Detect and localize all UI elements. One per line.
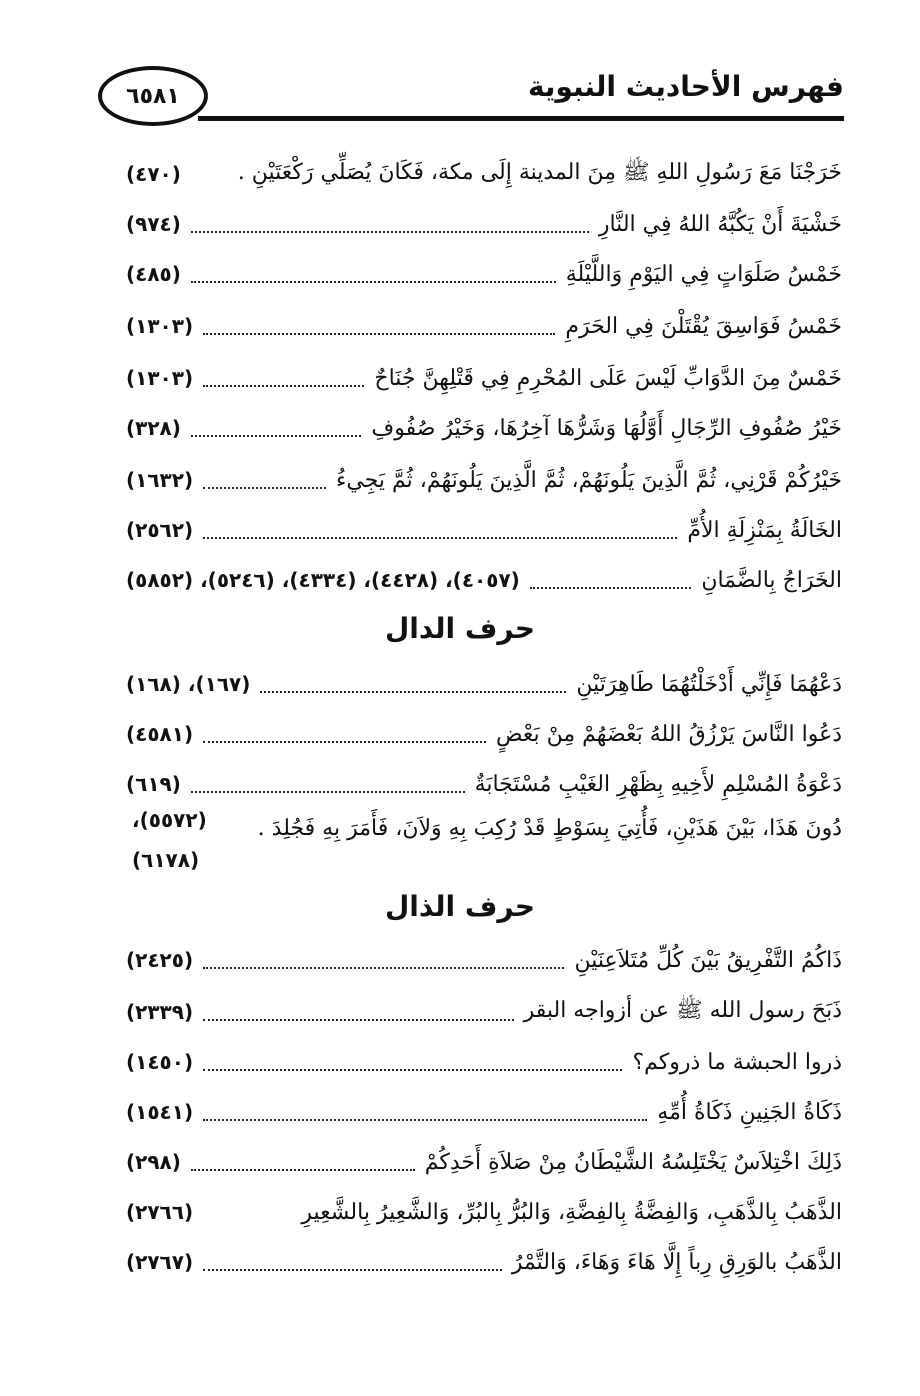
hadith-text: دَعْوَةُ المُسْلِمِ لأَخِيهِ بِظَهْرِ الغَيْبِ مُسْتَجَابَةٌ [474,771,842,797]
list-item [126,1192,842,1232]
list-item [126,714,842,754]
leader-dots [191,775,465,793]
list-item [126,764,842,804]
page-header [98,66,844,130]
leader-dots [203,317,555,335]
hadith-text: ذَلِكَ اخْتِلاَسٌ يَخْتَلِسُهُ الشَّيْطَانُ مِنْ صَلاَةِ أَحَدِكُمْ [424,1149,842,1175]
hadith-text: الخَرَاجُ بِالضَّمَانِ [701,567,842,593]
hadith-ref: (١٤٥٠) [126,1050,194,1074]
section-title-dhal: حرف الذال [384,890,536,923]
page-number-badge [98,66,208,126]
hadith-ref: (٢٩٨) [126,1150,181,1174]
leader-dots [203,951,564,969]
list-item [126,664,842,704]
leader-dots [191,215,589,233]
hadith-text: خَشْيَةَ أَنْ يَكُبَّهُ اللهُ فِي النَّارِ [598,211,842,237]
page-number: ٦٥٨١ [126,83,180,109]
list-item [126,560,842,600]
list-item [126,204,842,244]
hadith-ref: (٢٧٦٦) [126,1200,194,1224]
leader-dots [260,675,566,693]
hadith-text: الذَّهَبُ بالوَرِقِ رِباً إِلَّا هَاءَ وَهَاءَ، وَالتَّمْرُ [511,1249,842,1275]
list-item [126,940,842,980]
hadith-text: الخَالَةُ بِمَنْزِلَةِ الأُمِّ [687,517,842,543]
leader-dots [203,1204,291,1220]
hadith-text: خَمْسُ صَلَوَاتٍ فِي اليَوْمِ وَاللَّيْلَةِ [565,261,842,287]
hadith-text: دُونَ هَذَا، بَيْنَ هَذَيْنِ، فَأُتِيَ بِسَوْطٍ قَدْ رُكِبَ بِهِ وَلاَنَ، فَأَمَرَ بِهِ فَجُلِدَ . [257,816,842,841]
hadith-ref: (١٦٣٢) [126,468,194,492]
list-item [126,460,842,500]
list-item [126,254,842,294]
hadith-ref: (٤٠٥٧)، (٤٤٢٨)، (٤٣٣٤)، (٥٢٤٦)، (٥٨٥٢) [126,568,520,592]
hadith-ref: (٣٢٨) [126,416,181,440]
hadith-ref: (١٥٤١) [126,1100,194,1124]
hadith-text: الذَّهَبُ بِالذَّهَبِ، وَالفِضَّةُ بِالفِضَّةِ، وَالبُرُّ بِالبُرِّ، وَالشَّعِيرُ بِالشَّعِيرِ [301,1199,842,1225]
hadith-ref: (١٦٧)، (١٦٨) [126,672,251,696]
hadith-ref: (٢٣٣٩) [126,1000,194,1024]
hadith-text: خَيْرُ صُفُوفِ الرِّجَالِ أَوَّلُهَا وَشَرُّهَا آخِرُهَا، وَخَيْرُ صُفُوفِ [371,415,842,441]
list-item [126,306,842,346]
leader-dots [203,1103,647,1121]
hadith-ref: (٢٧٦٧) [126,1250,194,1274]
hadith-text: ذروا الحبشة ما ذروكم؟ [632,1049,842,1075]
hadith-text: دَعْهُمَا فَإِنِّي أَدْخَلْتُهُمَا طَاهِرَتَيْنِ [576,671,842,697]
hadith-ref: (٢٤٢٥) [126,948,194,972]
hadith-text: ذَاكُمُ التَّفْرِيقُ بَيْنَ كُلِّ مُتَلاَعِنَيْنِ [574,947,842,973]
hadith-text: خَيْرُكُمْ قَرْنِي، ثُمَّ الَّذِينَ يَلُونَهُمْ، ثُمَّ الَّذِينَ يَلُونَهُمْ، ثُمَّ يَجِيءُ [336,467,842,493]
hadith-ref: (٤٥٨١) [126,722,194,746]
list-item [126,808,842,892]
hadith-ref: (٦١٧٨) [132,848,200,872]
list-item [126,1142,842,1182]
hadith-text: خَرَجْنَا مَعَ رَسُولِ اللهِ ﷺ مِنَ المدينة إِلَى مكة، فَكَانَ يُصَلِّي رَكْعَتَيْنِ . [237,160,842,185]
list-item [126,358,842,398]
list-item [126,1042,842,1082]
leader-dots [203,725,486,743]
hadith-ref: (٥٥٧٢)، [132,808,207,832]
hadith-text: خَمْسُ فَوَاسِقَ يُقْتَلْنَ فِي الحَرَمِ [565,313,842,339]
page-title: فهرس الأحاديث النبوية [527,70,844,103]
hadith-ref: (١٣٠٣) [126,314,194,338]
leader-dots [191,1153,415,1171]
hadith-ref: (٤٧٠) [126,162,181,186]
leader-dots [203,369,364,387]
hadith-text: ذَكَاةُ الجَنِينِ ذَكَاةُ أُمِّهِ [657,1099,842,1125]
list-item [126,992,842,1032]
header-rule [198,116,844,121]
leader-dots [530,571,692,589]
section-title-dal: حرف الدال [384,612,536,645]
leader-dots [203,521,677,539]
list-item [126,510,842,550]
list-item [126,154,842,194]
hadith-text: خَمْسٌ مِنَ الدَّوَابِّ لَيْسَ عَلَى المُحْرِمِ فِي قَتْلِهِنَّ جُنَاحٌ [374,365,842,391]
hadith-text: دَعُوا النَّاسَ يَرْزُقُ اللهُ بَعْضَهُمْ مِنْ بَعْضٍ [495,721,842,747]
hadith-ref: (٤٨٥) [126,262,181,286]
leader-dots [203,1003,513,1021]
leader-dots [203,1053,622,1071]
hadith-ref: (١٣٠٣) [126,366,194,390]
hadith-ref: (٢٥٦٢) [126,518,194,542]
list-item [126,1092,842,1132]
list-item [126,1242,842,1282]
hadith-ref: (٩٧٤) [126,212,181,236]
hadith-text: ذَبَحَ رسول الله ﷺ عن أزواجه البقر [523,998,842,1023]
leader-dots [191,166,228,182]
leader-dots [203,471,326,489]
hadith-ref: (٦١٩) [126,772,181,796]
list-item [126,408,842,448]
leader-dots [203,1253,502,1271]
leader-dots [191,265,556,283]
leader-dots [191,419,362,437]
